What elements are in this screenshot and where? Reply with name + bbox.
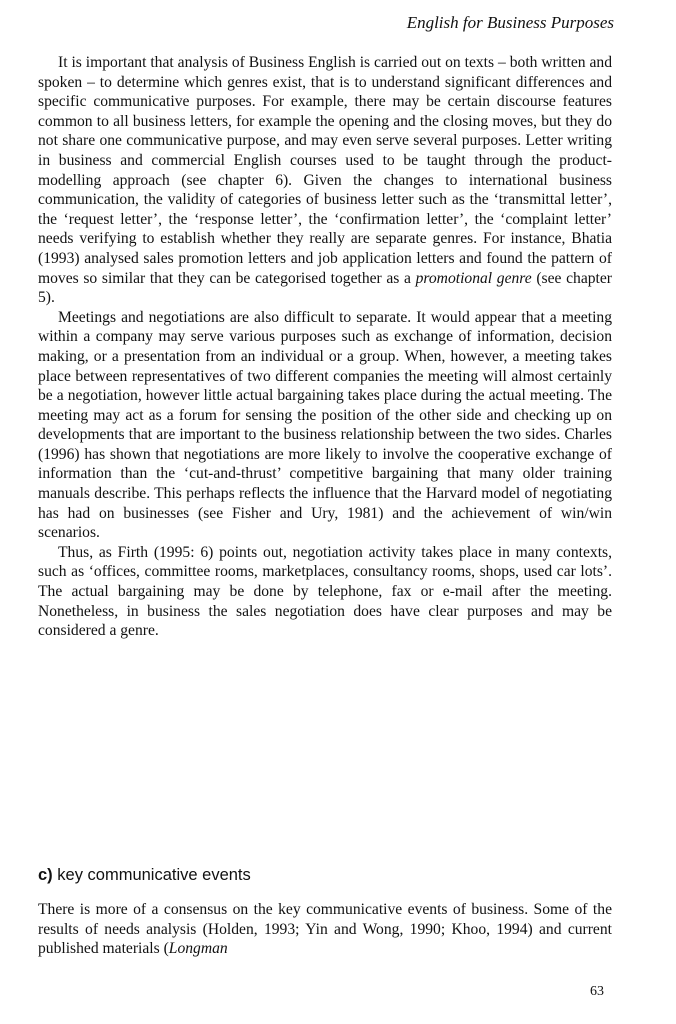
running-head: English for Business Purposes (406, 13, 614, 32)
section-label: c) (38, 866, 53, 884)
paragraph-text: Meetings and negotiations are also difficult to separate. It would appear that a meeting within a company may serve various purposes such as exchange of information, decision making, or a presentation from an individual or a group. When, however, a meeting takes place between representatives of two different companies the meeting will almost certainly be a negotiation, however little actual bargaining takes place during the actual meeting. The meeting may act as a forum for sensing the position of the other side and checking up on developments that are important to the business relationship between the two sides. Charles (1996) has shown that negotiations are more likely to involve the cooperative exchange of information than the ‘cut-and-thrust’ competitive bargaining that many older training manuals describe. This perhaps reflects the influence that the Harvard model of negotiating has had on businesses (see Fisher and Ury, 1981) and the achievement of win/win scenarios. (38, 308, 612, 542)
emphasis-term: promotional genre (415, 269, 532, 287)
paragraph-events (38, 900, 612, 959)
paragraph-text: There is more of a consensus on the key communicative events of business. Some of the results of needs analysis (Holden, 1993; Yin and Wong, 1990; Khoo, 1994) and current published materials ( (38, 901, 612, 958)
paragraph-text: Thus, as Firth (1995: 6) points out, negotiation activity takes place in many contexts, such as ‘offices, committee rooms, marketplaces, consultancy rooms, shops, used car lots’. The actual bargaining may be done by telephone, fax or e-mail after the meeting. Nonetheless, in business the sales negotiation does have clear purposes and may be considered a genre. (38, 543, 612, 640)
main-text (38, 53, 612, 641)
page-number: 63 (590, 984, 604, 999)
emphasis-term: Longman (168, 940, 228, 958)
section-heading (38, 866, 251, 885)
paragraph-text: It is important that analysis of Business English is carried out on texts – both written and spoken – to determine which genres exist, that is to understand significant differences and specific communicative purposes. For example, there may be certain discourse features common to all business letters, for example the opening and the closing moves, but they do not share one communicative purpose, and may even serve several purposes. Letter writing in business and commercial English courses used to be taught through the product-modelling approach (see chapter 6). Given the changes to international business communication, the validity of categories of business letter such as the ‘transmittal letter’, the ‘request letter’, the ‘response letter’, the ‘confirmation letter’, the ‘complaint letter’ needs verifying to establish whether they really are separate genres. For instance, Bhatia (1993) analysed sales promotion letters and job application letters and found the pattern of moves so similar that they can be categorised together as a (38, 54, 612, 287)
paragraph-negotiation (38, 543, 612, 641)
paragraph-text: (see chapter 5). (38, 269, 612, 307)
section-text (38, 900, 612, 959)
paragraph-meetings (38, 308, 612, 543)
section-title: key communicative events (57, 866, 251, 884)
paragraph-genres (38, 53, 612, 308)
